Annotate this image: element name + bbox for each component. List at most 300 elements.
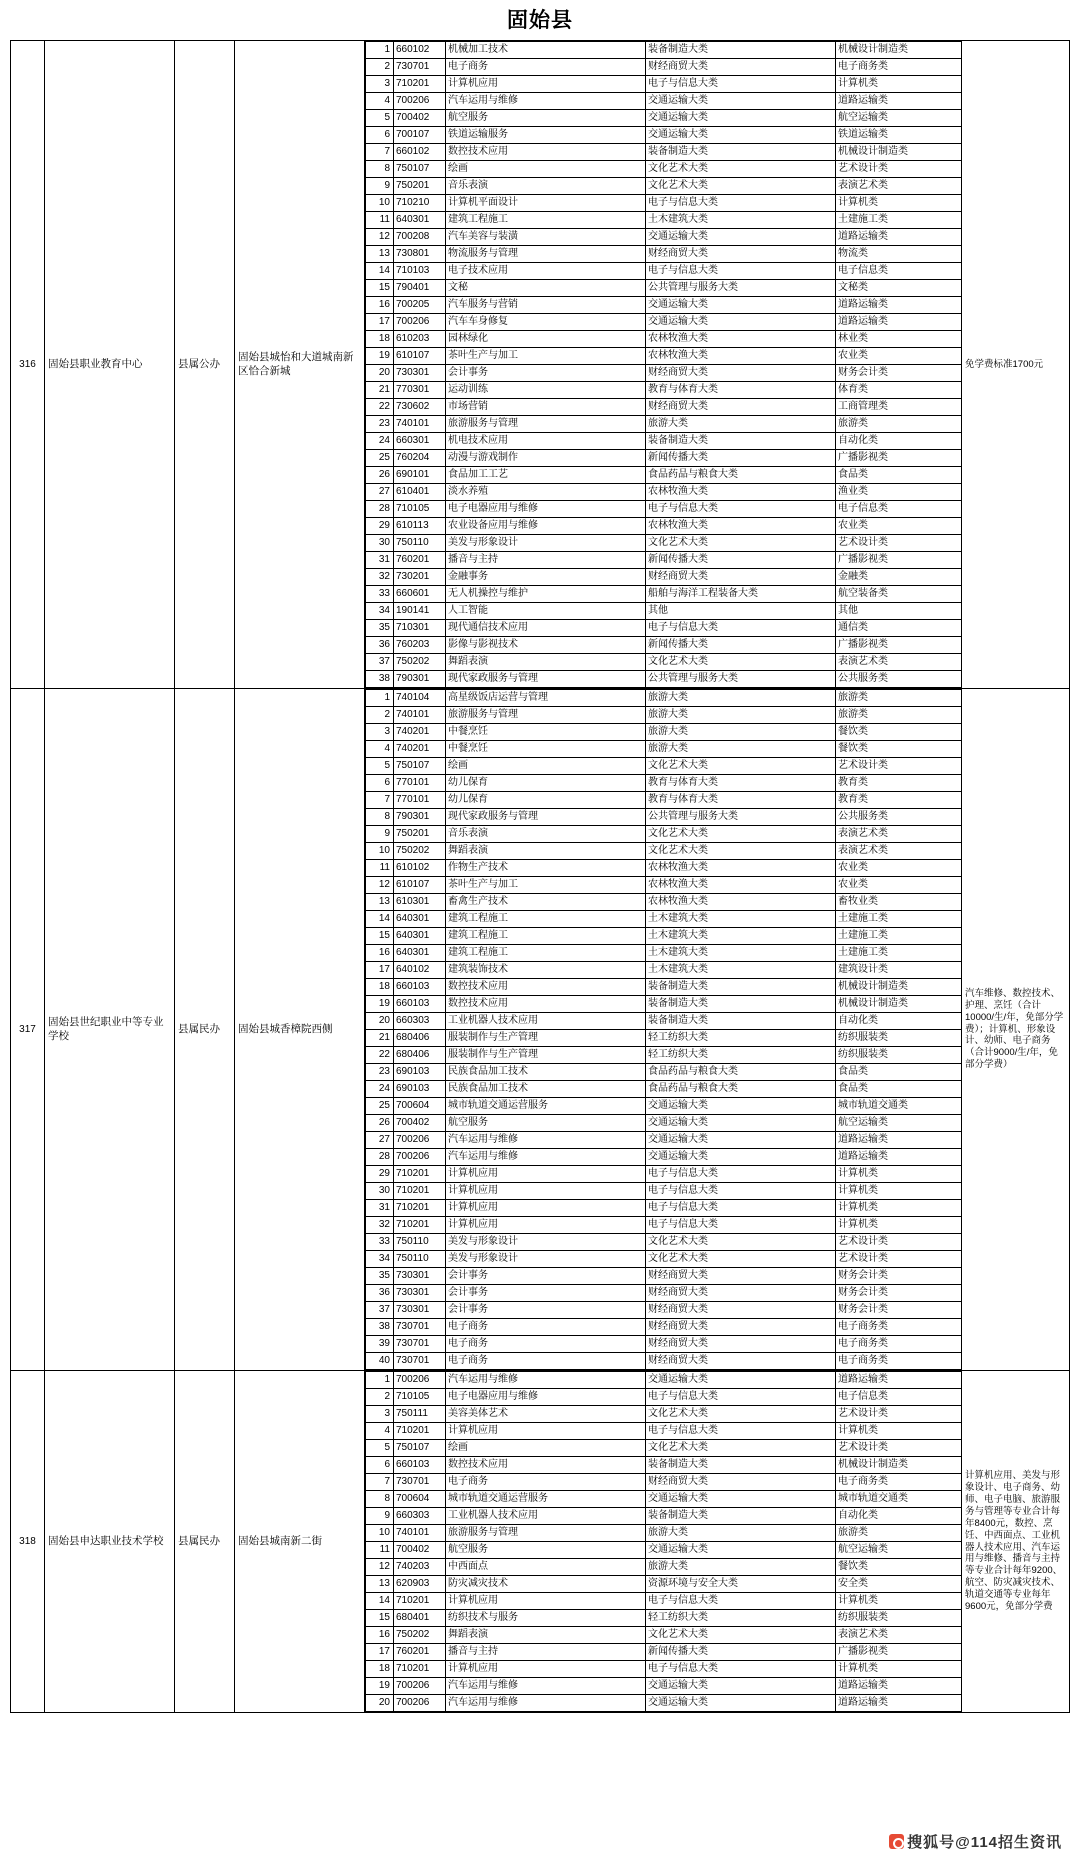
row-number: 9 — [366, 1508, 394, 1525]
major-bigcategory: 装备制造大类 — [646, 144, 836, 161]
school-block-row — [11, 689, 1070, 1371]
major-name: 现代通信技术应用 — [446, 620, 646, 637]
major-code: 750202 — [394, 1627, 446, 1644]
major-bigcategory: 电子与信息大类 — [646, 76, 836, 93]
table-row — [366, 1525, 962, 1542]
major-category: 农业类 — [836, 877, 962, 894]
major-bigcategory: 交通运输大类 — [646, 93, 836, 110]
school-block-row — [11, 41, 1070, 689]
major-bigcategory: 农林牧渔大类 — [646, 877, 836, 894]
major-name: 电子技术应用 — [446, 263, 646, 280]
table-row — [366, 1508, 962, 1525]
row-number: 23 — [366, 1064, 394, 1081]
major-bigcategory: 财经商贸大类 — [646, 365, 836, 382]
table-row — [366, 603, 962, 620]
major-name: 数控技术应用 — [446, 979, 646, 996]
major-code: 750202 — [394, 654, 446, 671]
major-name: 电子商务 — [446, 1353, 646, 1370]
major-code: 750202 — [394, 843, 446, 860]
major-bigcategory: 食品药品与粮食大类 — [646, 1081, 836, 1098]
major-name: 农业设备应用与维修 — [446, 518, 646, 535]
major-category: 机械设计制造类 — [836, 1457, 962, 1474]
major-code: 730201 — [394, 569, 446, 586]
major-bigcategory: 交通运输大类 — [646, 110, 836, 127]
major-code: 740201 — [394, 741, 446, 758]
major-code: 730701 — [394, 1336, 446, 1353]
row-number: 22 — [366, 1047, 394, 1064]
row-number: 9 — [366, 826, 394, 843]
major-name: 航空服务 — [446, 1542, 646, 1559]
major-code: 700206 — [394, 1678, 446, 1695]
table-row — [366, 637, 962, 654]
major-bigcategory: 文化艺术大类 — [646, 826, 836, 843]
major-bigcategory: 财经商贸大类 — [646, 1302, 836, 1319]
table-row — [366, 1251, 962, 1268]
row-number: 10 — [366, 195, 394, 212]
major-code: 710210 — [394, 195, 446, 212]
major-category: 安全类 — [836, 1576, 962, 1593]
major-category: 工商管理类 — [836, 399, 962, 416]
row-number: 2 — [366, 707, 394, 724]
table-row — [366, 484, 962, 501]
major-name: 计算机应用 — [446, 1423, 646, 1440]
major-code: 740101 — [394, 416, 446, 433]
table-row — [366, 144, 962, 161]
table-row — [366, 741, 962, 758]
majors-table — [365, 41, 962, 688]
major-category: 电子商务类 — [836, 1336, 962, 1353]
major-category: 计算机类 — [836, 1217, 962, 1234]
major-bigcategory: 农林牧渔大类 — [646, 518, 836, 535]
major-category: 旅游类 — [836, 690, 962, 707]
row-number: 18 — [366, 1661, 394, 1678]
table-row — [366, 1047, 962, 1064]
major-name: 会计事务 — [446, 1268, 646, 1285]
school-address: 固始县城怡和大道城南新区恰合新城 — [235, 41, 365, 689]
major-name: 淡水养殖 — [446, 484, 646, 501]
majors-table-cell — [365, 1371, 962, 1713]
row-number: 13 — [366, 1576, 394, 1593]
major-bigcategory: 装备制造大类 — [646, 979, 836, 996]
major-code: 730301 — [394, 365, 446, 382]
row-number: 5 — [366, 110, 394, 127]
major-bigcategory: 新闻传播大类 — [646, 637, 836, 654]
major-bigcategory: 交通运输大类 — [646, 1695, 836, 1712]
major-category: 电子信息类 — [836, 1389, 962, 1406]
major-code: 640301 — [394, 212, 446, 229]
major-name: 汽车运用与维修 — [446, 1695, 646, 1712]
major-code: 710103 — [394, 263, 446, 280]
major-name: 电子商务 — [446, 1336, 646, 1353]
major-code: 700206 — [394, 93, 446, 110]
major-code: 790301 — [394, 809, 446, 826]
table-row — [366, 979, 962, 996]
major-category: 城市轨道交通类 — [836, 1098, 962, 1115]
major-bigcategory: 装备制造大类 — [646, 1508, 836, 1525]
row-number: 7 — [366, 1474, 394, 1491]
row-number: 16 — [366, 945, 394, 962]
major-name: 高星级饭店运营与管理 — [446, 690, 646, 707]
row-number: 6 — [366, 775, 394, 792]
majors-table — [365, 689, 962, 1370]
major-code: 620903 — [394, 1576, 446, 1593]
school-index: 318 — [11, 1371, 45, 1713]
school-index: 316 — [11, 41, 45, 689]
major-code: 700208 — [394, 229, 446, 246]
table-row — [366, 1678, 962, 1695]
major-code: 700604 — [394, 1491, 446, 1508]
table-row — [366, 775, 962, 792]
major-name: 绘画 — [446, 1440, 646, 1457]
major-category: 食品类 — [836, 467, 962, 484]
major-category: 艺术设计类 — [836, 758, 962, 775]
major-bigcategory: 教育与体育大类 — [646, 775, 836, 792]
major-category: 财务会计类 — [836, 1302, 962, 1319]
table-row — [366, 246, 962, 263]
major-name: 计算机应用 — [446, 1661, 646, 1678]
major-category: 电子信息类 — [836, 501, 962, 518]
major-bigcategory: 文化艺术大类 — [646, 535, 836, 552]
major-code: 730301 — [394, 1285, 446, 1302]
table-row — [366, 1115, 962, 1132]
major-name: 播音与主持 — [446, 552, 646, 569]
major-name: 城市轨道交通运营服务 — [446, 1098, 646, 1115]
major-category: 土建施工类 — [836, 911, 962, 928]
table-row — [366, 348, 962, 365]
row-number: 10 — [366, 1525, 394, 1542]
major-bigcategory: 轻工纺织大类 — [646, 1610, 836, 1627]
major-bigcategory: 文化艺术大类 — [646, 1234, 836, 1251]
major-category: 广播影视类 — [836, 552, 962, 569]
major-category: 艺术设计类 — [836, 161, 962, 178]
major-bigcategory: 电子与信息大类 — [646, 1200, 836, 1217]
row-number: 34 — [366, 1251, 394, 1268]
table-row — [366, 690, 962, 707]
table-row — [366, 110, 962, 127]
major-bigcategory: 文化艺术大类 — [646, 758, 836, 775]
row-number: 7 — [366, 144, 394, 161]
row-number: 12 — [366, 1559, 394, 1576]
major-bigcategory: 交通运输大类 — [646, 1149, 836, 1166]
major-category: 计算机类 — [836, 1661, 962, 1678]
major-code: 710201 — [394, 1166, 446, 1183]
row-number: 38 — [366, 671, 394, 688]
row-number: 14 — [366, 1593, 394, 1610]
table-row — [366, 535, 962, 552]
major-name: 美容美体艺术 — [446, 1406, 646, 1423]
major-name: 数控技术应用 — [446, 1457, 646, 1474]
table-row — [366, 229, 962, 246]
school-address: 固始县城南新二街 — [235, 1371, 365, 1713]
row-number: 27 — [366, 484, 394, 501]
major-category: 餐饮类 — [836, 741, 962, 758]
major-name: 舞蹈表演 — [446, 843, 646, 860]
row-number: 25 — [366, 450, 394, 467]
major-code: 750107 — [394, 161, 446, 178]
major-category: 纺织服装类 — [836, 1047, 962, 1064]
major-bigcategory: 财经商贸大类 — [646, 1319, 836, 1336]
table-row — [366, 1183, 962, 1200]
major-bigcategory: 旅游大类 — [646, 1559, 836, 1576]
table-row — [366, 1081, 962, 1098]
major-bigcategory: 文化艺术大类 — [646, 161, 836, 178]
school-index: 317 — [11, 689, 45, 1371]
major-name: 美发与形象设计 — [446, 1251, 646, 1268]
row-number: 8 — [366, 809, 394, 826]
major-category: 餐饮类 — [836, 724, 962, 741]
table-row — [366, 178, 962, 195]
major-category: 电子信息类 — [836, 263, 962, 280]
major-category: 食品类 — [836, 1081, 962, 1098]
major-code: 740201 — [394, 724, 446, 741]
major-name: 播音与主持 — [446, 1644, 646, 1661]
major-bigcategory: 新闻传播大类 — [646, 1644, 836, 1661]
major-name: 畜禽生产技术 — [446, 894, 646, 911]
major-bigcategory: 公共管理与服务大类 — [646, 671, 836, 688]
row-number: 32 — [366, 1217, 394, 1234]
table-row — [366, 399, 962, 416]
major-name: 市场营销 — [446, 399, 646, 416]
table-row — [366, 894, 962, 911]
major-bigcategory: 土木建筑大类 — [646, 962, 836, 979]
table-row — [366, 1149, 962, 1166]
table-row — [366, 1268, 962, 1285]
major-name: 金融事务 — [446, 569, 646, 586]
row-number: 20 — [366, 1695, 394, 1712]
major-bigcategory: 电子与信息大类 — [646, 501, 836, 518]
major-name: 作物生产技术 — [446, 860, 646, 877]
major-bigcategory: 交通运输大类 — [646, 1542, 836, 1559]
major-bigcategory: 轻工纺织大类 — [646, 1030, 836, 1047]
major-name: 建筑装饰技术 — [446, 962, 646, 979]
table-row — [366, 707, 962, 724]
major-bigcategory: 文化艺术大类 — [646, 178, 836, 195]
major-name: 数控技术应用 — [446, 144, 646, 161]
major-name: 无人机操控与维护 — [446, 586, 646, 603]
row-number: 15 — [366, 928, 394, 945]
major-category: 道路运输类 — [836, 314, 962, 331]
major-name: 民族食品加工技术 — [446, 1064, 646, 1081]
table-row — [366, 1593, 962, 1610]
major-category: 渔业类 — [836, 484, 962, 501]
table-row — [366, 1013, 962, 1030]
major-code: 680401 — [394, 1610, 446, 1627]
major-category: 广播影视类 — [836, 637, 962, 654]
major-category: 旅游类 — [836, 1525, 962, 1542]
row-number: 8 — [366, 1491, 394, 1508]
major-bigcategory: 交通运输大类 — [646, 1115, 836, 1132]
major-category: 食品类 — [836, 1064, 962, 1081]
major-code: 760201 — [394, 552, 446, 569]
row-number: 37 — [366, 654, 394, 671]
major-category: 广播影视类 — [836, 1644, 962, 1661]
major-name: 工业机器人技术应用 — [446, 1508, 646, 1525]
major-name: 建筑工程施工 — [446, 212, 646, 229]
major-code: 760201 — [394, 1644, 446, 1661]
table-row — [366, 1372, 962, 1389]
major-category: 土建施工类 — [836, 928, 962, 945]
major-code: 760204 — [394, 450, 446, 467]
major-code: 710201 — [394, 1661, 446, 1678]
major-name: 汽车服务与营销 — [446, 297, 646, 314]
row-number: 15 — [366, 1610, 394, 1627]
major-code: 750110 — [394, 1234, 446, 1251]
major-code: 750107 — [394, 1440, 446, 1457]
row-number: 30 — [366, 1183, 394, 1200]
major-name: 人工智能 — [446, 603, 646, 620]
table-row — [366, 1200, 962, 1217]
table-row — [366, 1064, 962, 1081]
schools-table-body — [11, 41, 1070, 1713]
major-bigcategory: 财经商贸大类 — [646, 569, 836, 586]
major-code: 710201 — [394, 1183, 446, 1200]
school-name: 固始县职业教育中心 — [45, 41, 175, 689]
major-name: 音乐表演 — [446, 178, 646, 195]
major-category: 计算机类 — [836, 1593, 962, 1610]
row-number: 13 — [366, 894, 394, 911]
row-number: 19 — [366, 996, 394, 1013]
row-number: 20 — [366, 1013, 394, 1030]
major-name: 计算机应用 — [446, 1217, 646, 1234]
row-number: 35 — [366, 1268, 394, 1285]
major-bigcategory: 交通运输大类 — [646, 1372, 836, 1389]
major-bigcategory: 农林牧渔大类 — [646, 860, 836, 877]
major-name: 电子商务 — [446, 1319, 646, 1336]
major-bigcategory: 电子与信息大类 — [646, 1166, 836, 1183]
major-category: 建筑设计类 — [836, 962, 962, 979]
major-name: 计算机应用 — [446, 1200, 646, 1217]
major-code: 660303 — [394, 1013, 446, 1030]
major-name: 数控技术应用 — [446, 996, 646, 1013]
table-row — [366, 467, 962, 484]
major-name: 绘画 — [446, 161, 646, 178]
major-category: 表演艺术类 — [836, 654, 962, 671]
major-code: 710201 — [394, 1217, 446, 1234]
row-number: 20 — [366, 365, 394, 382]
major-bigcategory: 交通运输大类 — [646, 1491, 836, 1508]
major-bigcategory: 食品药品与粮食大类 — [646, 1064, 836, 1081]
table-row — [366, 1610, 962, 1627]
major-name: 舞蹈表演 — [446, 1627, 646, 1644]
major-name: 中餐烹饪 — [446, 741, 646, 758]
major-category: 计算机类 — [836, 1166, 962, 1183]
school-nature: 县属民办 — [175, 689, 235, 1371]
table-row — [366, 1234, 962, 1251]
row-number: 1 — [366, 42, 394, 59]
major-name: 中餐烹饪 — [446, 724, 646, 741]
table-row — [366, 212, 962, 229]
major-code: 710105 — [394, 1389, 446, 1406]
major-bigcategory: 交通运输大类 — [646, 229, 836, 246]
table-row — [366, 552, 962, 569]
table-row — [366, 93, 962, 110]
major-code: 660103 — [394, 979, 446, 996]
table-row — [366, 501, 962, 518]
major-category: 航空装备类 — [836, 586, 962, 603]
table-row — [366, 263, 962, 280]
major-category: 财务会计类 — [836, 1285, 962, 1302]
major-code: 730701 — [394, 1474, 446, 1491]
major-code: 690101 — [394, 467, 446, 484]
table-row — [366, 1336, 962, 1353]
table-row — [366, 724, 962, 741]
table-row — [366, 1389, 962, 1406]
major-name: 现代家政服务与管理 — [446, 671, 646, 688]
major-category: 公共服务类 — [836, 809, 962, 826]
row-number: 10 — [366, 843, 394, 860]
watermark-text: 搜狐号@114招生资讯 — [907, 1834, 1062, 1851]
row-number: 14 — [366, 263, 394, 280]
major-name: 茶叶生产与加工 — [446, 348, 646, 365]
major-category: 艺术设计类 — [836, 1251, 962, 1268]
major-bigcategory: 文化艺术大类 — [646, 1406, 836, 1423]
major-code: 610107 — [394, 877, 446, 894]
major-category: 计算机类 — [836, 195, 962, 212]
major-category: 道路运输类 — [836, 93, 962, 110]
major-code: 730701 — [394, 59, 446, 76]
table-row — [366, 297, 962, 314]
major-bigcategory: 教育与体育大类 — [646, 792, 836, 809]
major-name: 汽车车身修复 — [446, 314, 646, 331]
major-category: 广播影视类 — [836, 450, 962, 467]
major-category: 通信类 — [836, 620, 962, 637]
major-code: 610107 — [394, 348, 446, 365]
major-bigcategory: 资源环境与安全大类 — [646, 1576, 836, 1593]
major-code: 700206 — [394, 314, 446, 331]
major-bigcategory: 旅游大类 — [646, 1525, 836, 1542]
row-number: 12 — [366, 229, 394, 246]
major-category: 道路运输类 — [836, 229, 962, 246]
major-code: 730301 — [394, 1302, 446, 1319]
major-category: 教育类 — [836, 775, 962, 792]
table-row — [366, 826, 962, 843]
major-category: 计算机类 — [836, 1183, 962, 1200]
table-row — [366, 1695, 962, 1712]
row-number: 5 — [366, 758, 394, 775]
major-bigcategory: 土木建筑大类 — [646, 911, 836, 928]
table-row — [366, 280, 962, 297]
table-row — [366, 843, 962, 860]
major-category: 纺织服装类 — [836, 1030, 962, 1047]
row-number: 8 — [366, 161, 394, 178]
major-code: 750201 — [394, 826, 446, 843]
watermark — [889, 1831, 1062, 1852]
major-bigcategory: 农林牧渔大类 — [646, 484, 836, 501]
major-category: 自动化类 — [836, 1508, 962, 1525]
table-row — [366, 996, 962, 1013]
major-name: 汽车运用与维修 — [446, 1678, 646, 1695]
majors-table — [365, 1371, 962, 1712]
row-number: 1 — [366, 1372, 394, 1389]
major-code: 710201 — [394, 1593, 446, 1610]
major-category: 财务会计类 — [836, 365, 962, 382]
table-row — [366, 586, 962, 603]
major-category: 教育类 — [836, 792, 962, 809]
major-bigcategory: 食品药品与粮食大类 — [646, 467, 836, 484]
major-category: 林业类 — [836, 331, 962, 348]
major-bigcategory: 财经商贸大类 — [646, 1336, 836, 1353]
table-row — [366, 1132, 962, 1149]
major-category: 公共服务类 — [836, 671, 962, 688]
major-code: 760203 — [394, 637, 446, 654]
row-number: 28 — [366, 501, 394, 518]
major-name: 机械加工技术 — [446, 42, 646, 59]
major-bigcategory: 财经商贸大类 — [646, 1285, 836, 1302]
major-category: 农业类 — [836, 518, 962, 535]
major-bigcategory: 财经商贸大类 — [646, 1474, 836, 1491]
table-row — [366, 416, 962, 433]
row-number: 29 — [366, 518, 394, 535]
